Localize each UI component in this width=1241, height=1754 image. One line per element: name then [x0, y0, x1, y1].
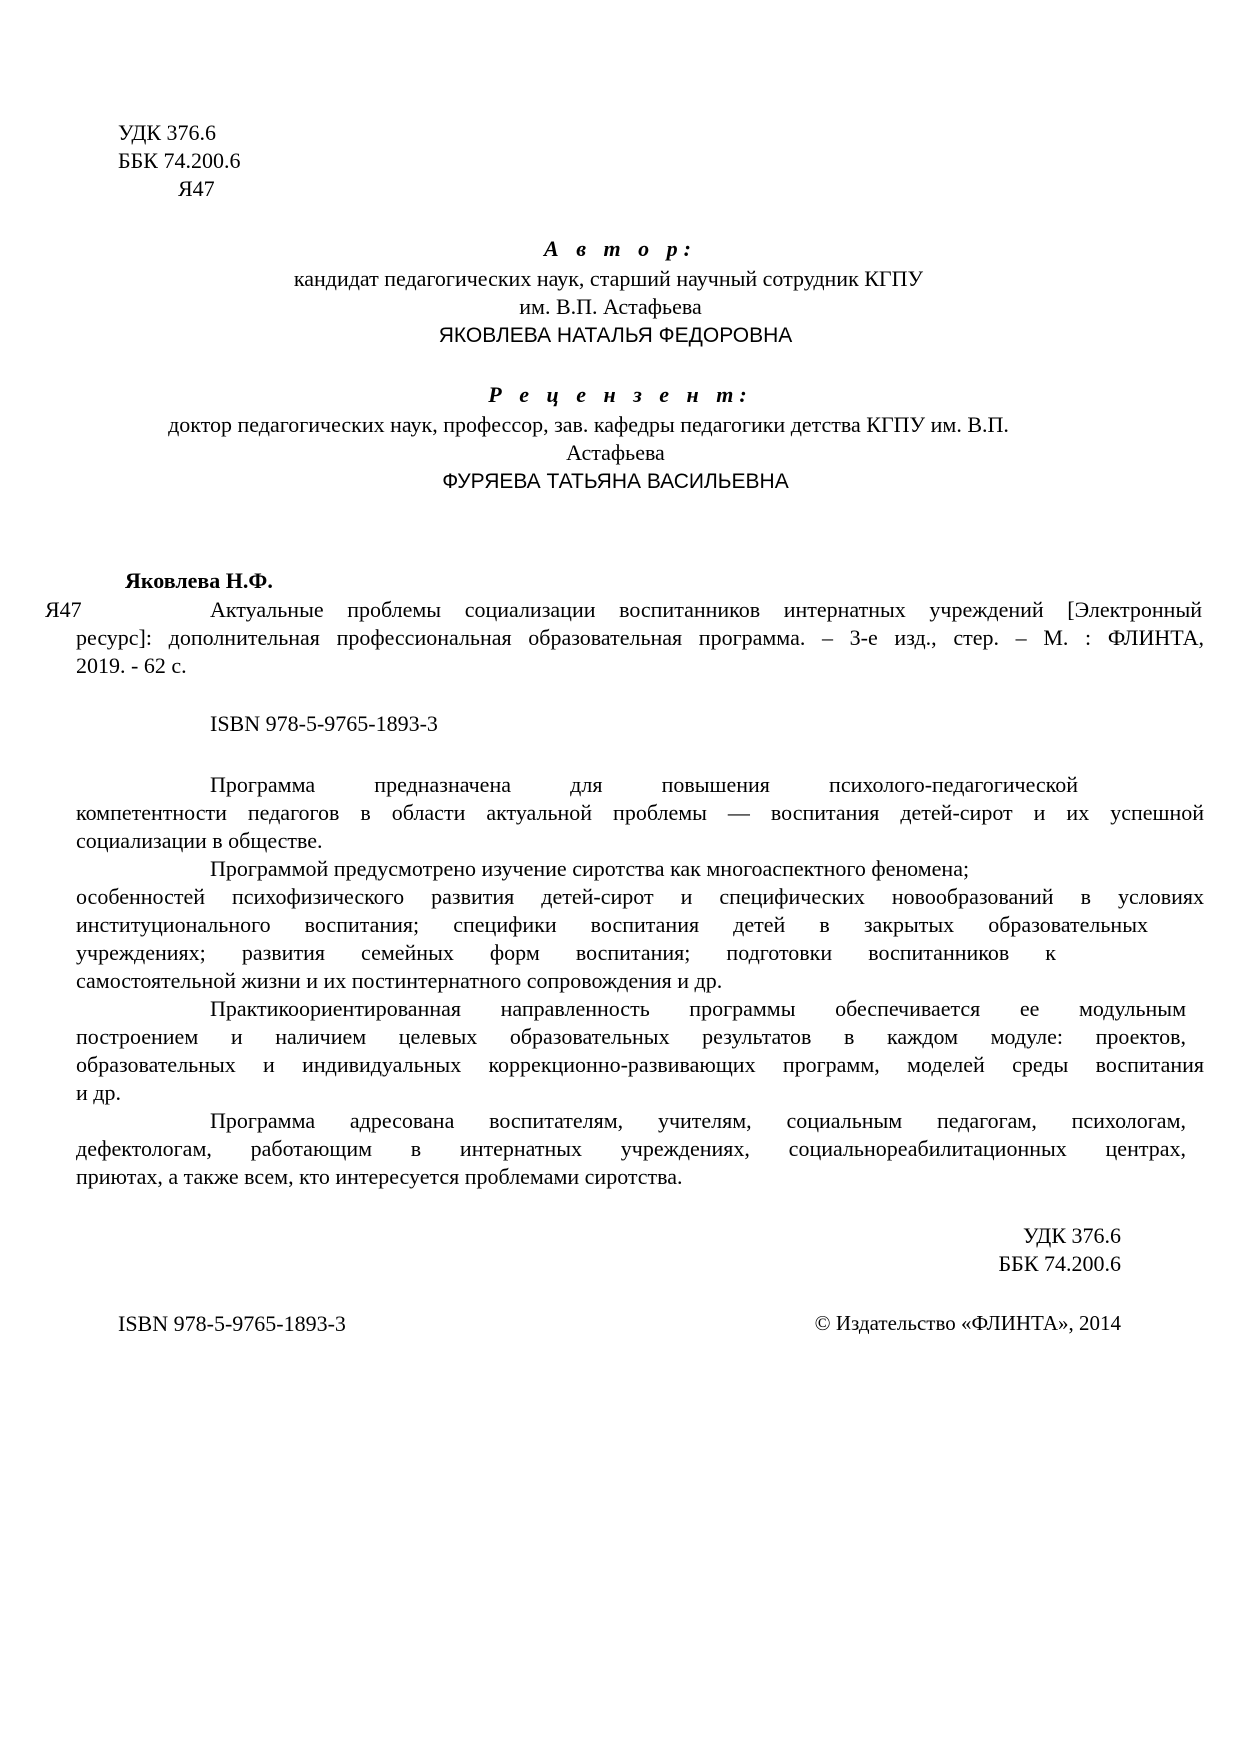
abstract-line: Практикоориентированная направленность программы обеспечивается ее модульным: [210, 996, 1186, 1021]
bib-line: Актуальные проблемы социализации воспитанников интернатных учреждений [Электронный: [210, 597, 1202, 622]
reviewer-name: ФУРЯЕВА ТАТЬЯНА ВАСИЛЬЕВНА: [442, 470, 789, 493]
bib-line: 2019. - 62 с.: [76, 653, 187, 678]
reviewer-degree-line: доктор педагогических наук, профессор, зав. кафедры педагогики детства КГПУ им. В.П.: [168, 412, 1009, 437]
abstract-line: Программой предусмотрено изучение сиротства как многоаспектного феномена;: [210, 856, 970, 881]
abstract-line: и др.: [76, 1080, 121, 1105]
abstract-line: компетентности педагогов в области актуальной проблемы — воспитания детей-сирот и их успешной: [76, 800, 1204, 825]
abstract-line: особенностей психофизического развития детей-сирот и специфических новообразований в условиях: [76, 884, 1204, 909]
abstract-line: Программа адресована воспитателям, учителям, социальным педагогам, психологам,: [210, 1108, 1186, 1133]
bib-author: Яковлева Н.Ф.: [125, 568, 273, 593]
udk-code: УДК 376.6: [118, 120, 217, 145]
author-degree-line: кандидат педагогических наук, старший научный сотрудник КГПУ: [293, 266, 924, 291]
bbk-code: ББК 74.200.6: [118, 148, 241, 173]
abstract-line: дефектологам, работающим в интернатных учреждениях, социальнореабилитационных центрах,: [76, 1136, 1186, 1161]
abstract-line: приютах, а также всем, кто интересуется проблемами сиротства.: [76, 1164, 683, 1189]
footer-bbk-code: ББК 74.200.6: [998, 1251, 1121, 1276]
author-institution-line: им. В.П. Астафьева: [519, 294, 702, 319]
abstract-line: самостоятельной жизни и их постинтернатного сопровождения и др.: [76, 968, 723, 993]
abstract-line: учреждениях; развития семейных форм воспитания; подготовки воспитанников к: [76, 940, 1056, 965]
abstract-line: институционального воспитания; специфики воспитания детей в закрытых образовательных: [76, 912, 1148, 937]
abstract-line: построением и наличием целевых образовательных результатов в каждом модуле: проектов,: [76, 1024, 1186, 1049]
bib-line: ресурс]: дополнительная профессиональная образовательная программа. – 3-е изд., стер. – М. : ФЛИНТА,: [76, 625, 1204, 650]
abstract-line: образовательных и индивидуальных коррекционно-развивающих программ, моделей среды воспитания: [76, 1052, 1204, 1077]
reviewer-heading: Р е ц е н з е н т:: [488, 382, 753, 407]
bib-mark: Я47: [45, 597, 82, 622]
footer-udk-code: УДК 376.6: [1022, 1223, 1121, 1248]
copyright: © Издательство «ФЛИНТА», 2014: [814, 1311, 1121, 1335]
abstract-line: социализации в обществе.: [76, 828, 323, 853]
author-heading: А в т о р:: [544, 236, 697, 261]
author-name: ЯКОВЛЕВА НАТАЛЬЯ ФЕДОРОВНА: [438, 324, 793, 347]
author-mark: Я47: [178, 176, 215, 201]
bib-isbn: ISBN 978-5-9765-1893-3: [210, 711, 438, 736]
footer-isbn: ISBN 978-5-9765-1893-3: [118, 1311, 346, 1336]
reviewer-institution-line: Астафьева: [566, 440, 665, 465]
abstract-line: Программа предназначена для повышения психолого-педагогической: [210, 772, 1078, 797]
